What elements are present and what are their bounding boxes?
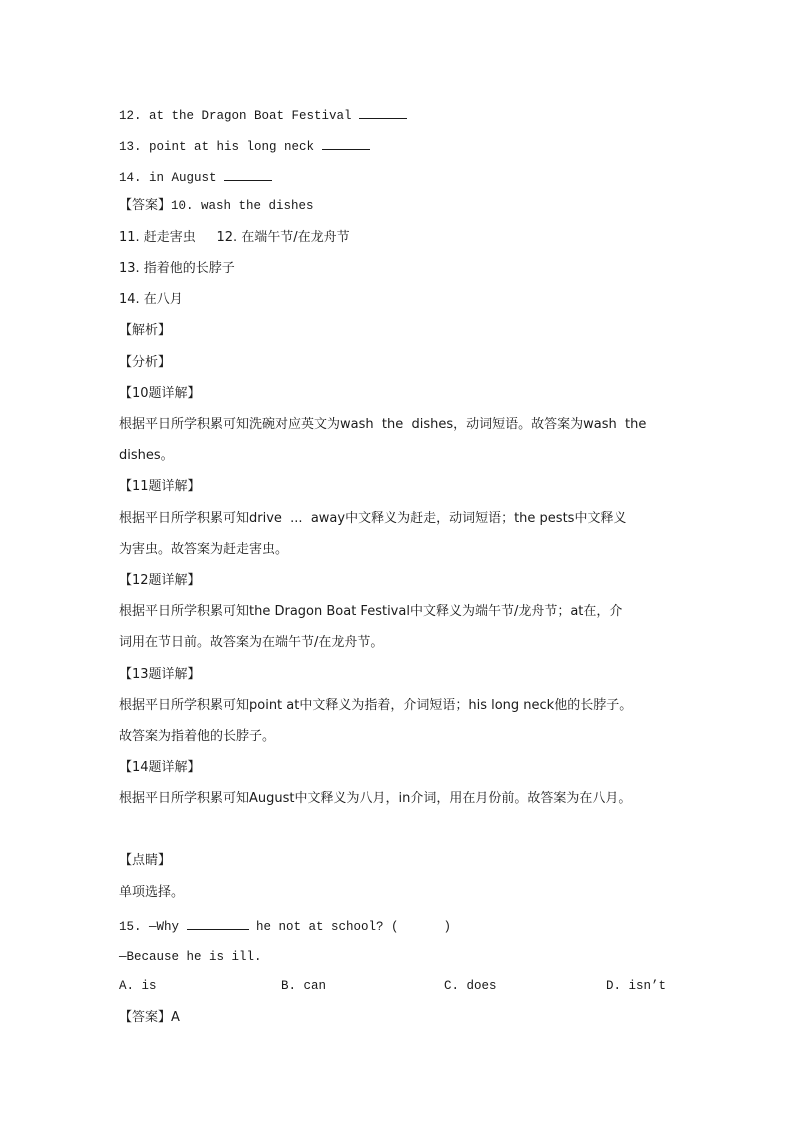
dianjing-tag: 【点睛】	[119, 853, 172, 868]
question-15-answer	[119, 1009, 180, 1027]
detail-14-title: 【14题详解】	[119, 760, 201, 775]
question-15-stem-after: he not at school? ( )	[248, 920, 452, 934]
option-b[interactable]: B. can	[281, 979, 327, 993]
question-13-text: 13. point at his long neck	[119, 140, 322, 154]
answer-14: 14. 在八月	[119, 292, 183, 307]
answer-blank[interactable]	[322, 137, 370, 150]
answer-11: 11. 赶走害虫	[119, 230, 196, 245]
section-title: 单项选择。	[119, 885, 185, 900]
detail-10-line2: dishes。	[119, 448, 174, 463]
answer-blank[interactable]	[187, 917, 249, 930]
detail-10-line1: 根据平日所学积累可知洗碗对应英文为wash the dishes，动词短语。故答案为wash the	[119, 417, 647, 432]
option-c[interactable]: C. does	[444, 979, 497, 993]
answer-value: A	[171, 1010, 180, 1025]
detail-10-title: 【10题详解】	[119, 386, 201, 401]
fenxi-tag: 【分析】	[119, 355, 172, 370]
detail-13-title: 【13题详解】	[119, 667, 201, 682]
answer-line-11-12	[119, 229, 350, 247]
answer-12: 12. 在端午节/在龙舟节	[216, 230, 350, 245]
answer-blank[interactable]	[359, 106, 407, 119]
question-14	[119, 168, 272, 187]
question-13	[119, 137, 370, 156]
answer-tag: 【答案】	[119, 1010, 172, 1025]
detail-12-line1: 根据平日所学积累可知the Dragon Boat Festival中文释义为端午节/龙舟节；at在，介	[119, 604, 623, 619]
question-15-stem	[119, 917, 451, 936]
question-12-text: 12. at the Dragon Boat Festival	[119, 109, 360, 123]
question-12	[119, 106, 407, 125]
detail-11-title: 【11题详解】	[119, 479, 201, 494]
answer-13: 13. 指着他的长脖子	[119, 261, 235, 276]
answer-10: 10. wash the dishes	[171, 199, 314, 213]
answer-line-10	[119, 197, 314, 215]
question-15-reply: —Because he is ill.	[119, 950, 262, 964]
answer-blank[interactable]	[224, 168, 272, 181]
detail-14-line1: 根据平日所学积累可知August中文释义为八月，in介词，用在月份前。故答案为在八月。	[119, 791, 632, 806]
detail-11-line2: 为害虫。故答案为赶走害虫。	[119, 542, 289, 557]
option-d[interactable]: D. isn’t	[606, 979, 667, 993]
option-a[interactable]: A. is	[119, 979, 157, 993]
detail-13-line1: 根据平日所学积累可知point at中文释义为指着，介词短语；his long neck他的长脖子。	[119, 698, 633, 713]
question-14-text: 14. in August	[119, 171, 225, 185]
question-15-stem-before: 15. —Why	[119, 920, 187, 934]
answer-tag: 【答案】	[119, 198, 172, 213]
detail-12-line2: 词用在节日前。故答案为在端午节/在龙舟节。	[119, 635, 384, 650]
detail-12-title: 【12题详解】	[119, 573, 201, 588]
detail-13-line2: 故答案为指着他的长脖子。	[119, 729, 276, 744]
analysis-tag: 【解析】	[119, 323, 172, 338]
detail-11-line1: 根据平日所学积累可知drive ... away中文释义为赶走，动词短语；the pests中文释义	[119, 511, 627, 526]
